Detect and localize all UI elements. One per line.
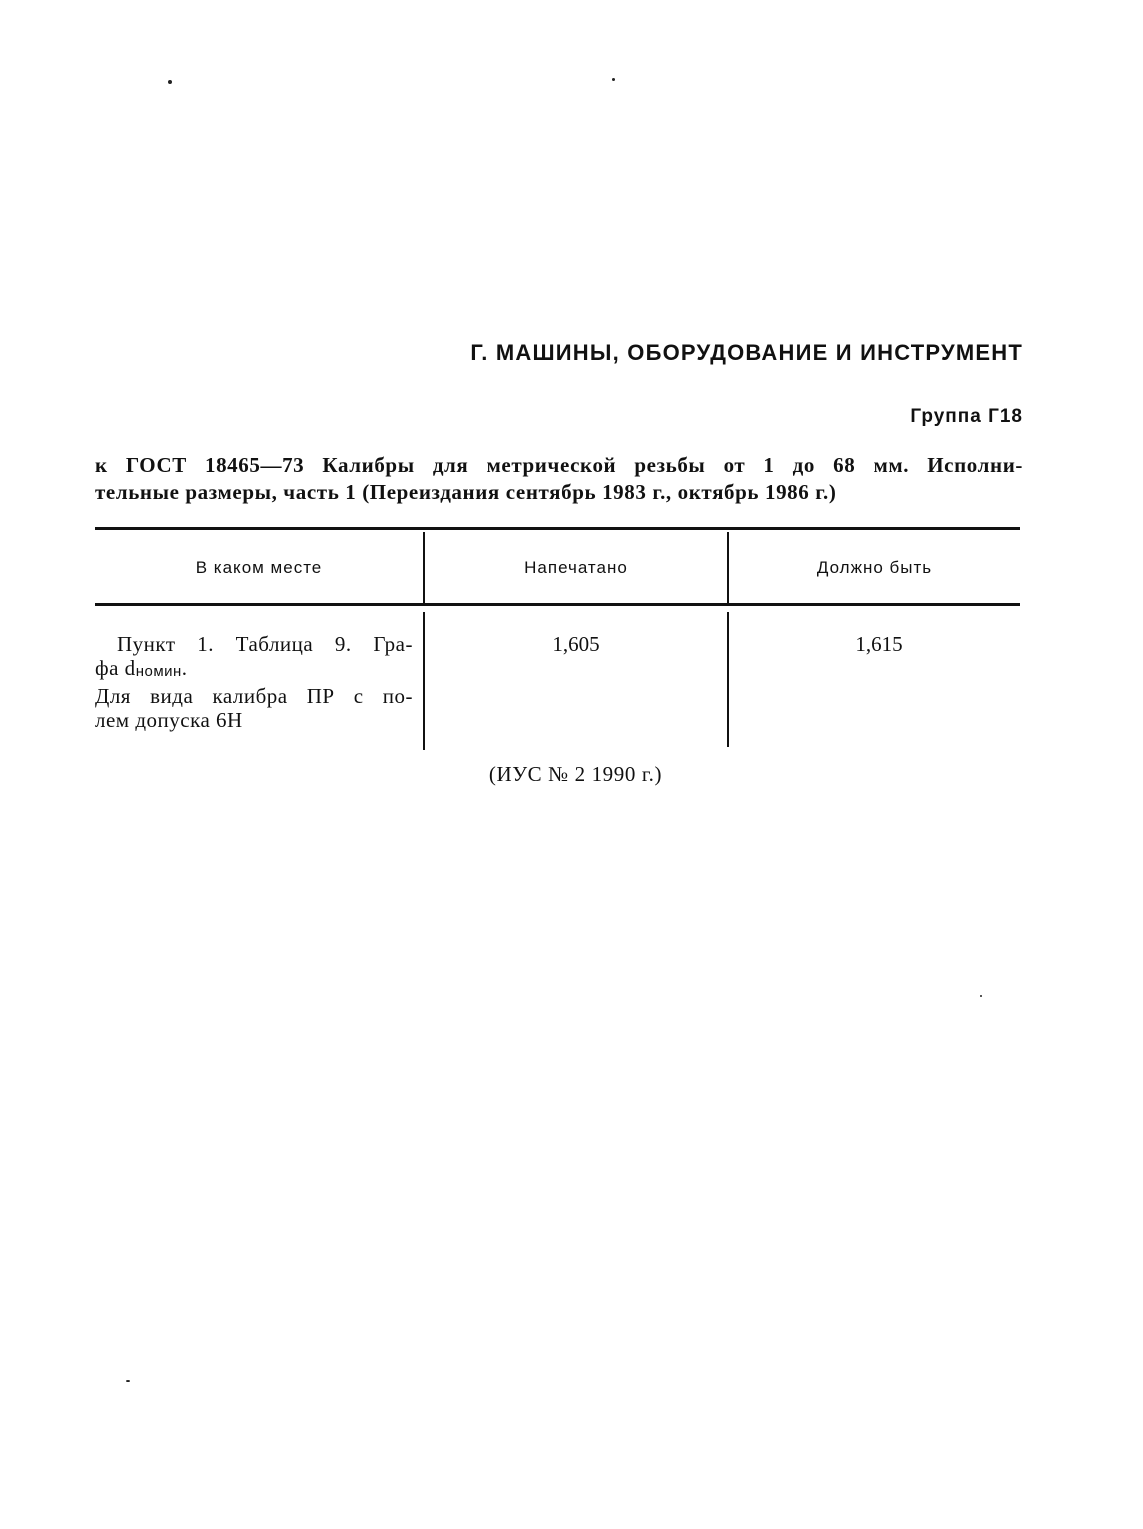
place-line-4: лем допуска 6Н bbox=[95, 708, 243, 732]
amendment-title bbox=[95, 452, 1023, 506]
place-line-3: Для вида калибра ПР с по- bbox=[95, 684, 413, 708]
amendment-title-line-2: тельные размеры, часть 1 (Переиздания сентябрь 1983 г., октябрь 1986 г.) bbox=[95, 480, 837, 504]
scan-speck bbox=[126, 1380, 130, 1382]
place-line-2-prefix: фа d bbox=[95, 656, 136, 680]
table-row-printed-value: 1,605 bbox=[552, 632, 600, 656]
place-line-2-subscript: номин bbox=[135, 663, 182, 680]
scan-speck bbox=[168, 80, 172, 84]
table-header-rule bbox=[95, 603, 1020, 606]
scan-speck bbox=[980, 995, 982, 997]
place-line-2 bbox=[95, 656, 413, 684]
section-title: Г. МАШИНЫ, ОБОРУДОВАНИЕ И ИНСТРУМЕНТ bbox=[470, 340, 1023, 365]
table-row-place-cell bbox=[95, 632, 413, 732]
source-reference: (ИУС № 2 1990 г.) bbox=[488, 762, 663, 786]
amendment-title-line-1: к ГОСТ 18465—73 Калибры для метрической резьбы от 1 до 68 мм. Исполни- bbox=[95, 453, 1023, 477]
table-top-rule bbox=[95, 527, 1020, 530]
place-line-2-suffix: . bbox=[181, 656, 188, 680]
column-header-place: В каком месте bbox=[195, 558, 323, 577]
column-header-should-be: Должно быть bbox=[816, 558, 933, 577]
table-row-should-be-value: 1,615 bbox=[855, 632, 903, 656]
place-line-1: Пункт 1. Таблица 9. Гра- bbox=[117, 632, 413, 656]
group-label: Группа Г18 bbox=[910, 406, 1023, 427]
scan-speck bbox=[612, 78, 615, 81]
column-header-printed: Напечатано bbox=[524, 558, 628, 577]
